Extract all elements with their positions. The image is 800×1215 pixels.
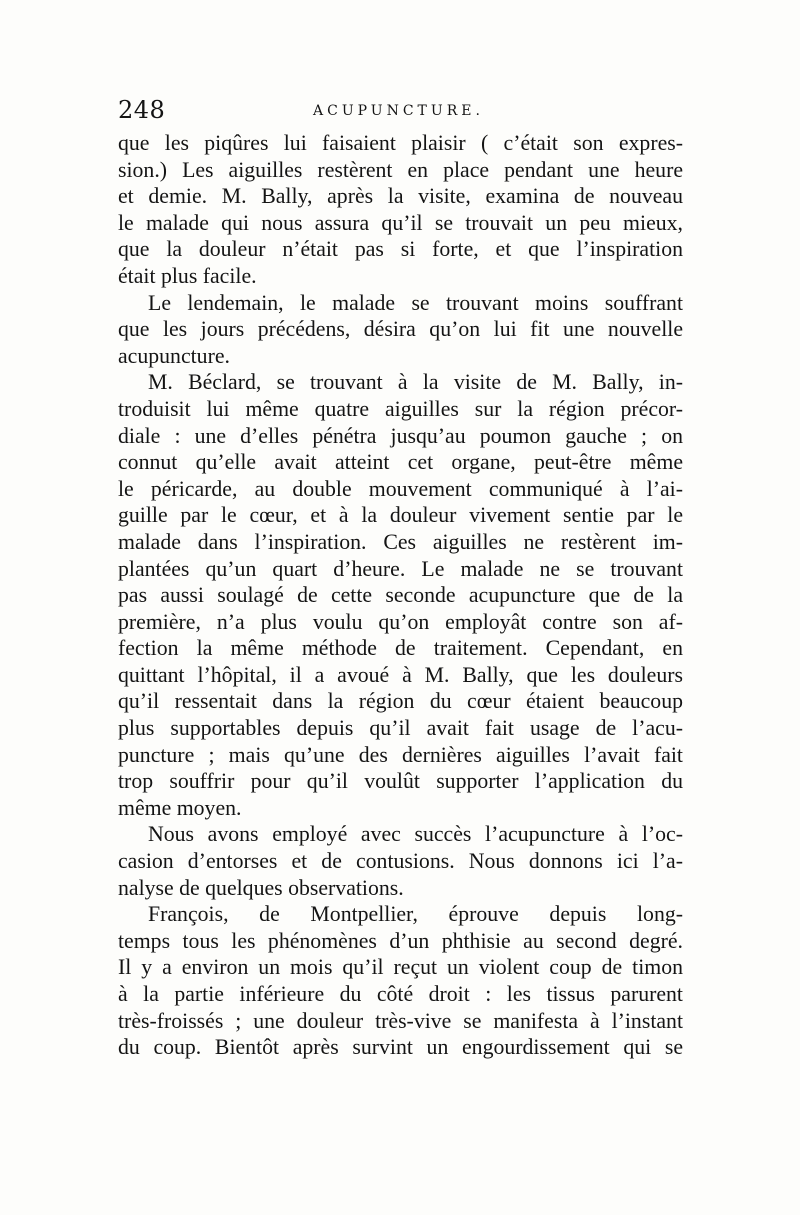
text-line: diale : une d’elles pénétra jusqu’au poumon gauche ; on [118,423,683,448]
text-line: que les jours précédens, désira qu’on lui fit une nouvelle [118,317,683,342]
text-line: nalyse de quelques observations. [118,875,404,900]
text-line: pas aussi soulagé de cette seconde acupuncture que de la [118,583,683,608]
text-line: Il y a environ un mois qu’il reçut un violent coup de timon [118,955,683,980]
text-line: trop souffrir pour qu’il voulût supporter l’application du [118,769,683,794]
page-header [118,96,676,126]
text-line: du coup. Bientôt après survint un engourdissement qui se [118,1035,683,1060]
text-line: qu’il ressentait dans la région du cœur étaient beaucoup [118,689,683,714]
text-line: même moyen. [118,795,242,820]
text-line: que la douleur n’était pas si forte, et que l’inspiration [118,237,683,262]
text-line: troduisit lui même quatre aiguilles sur la région précor- [118,396,683,421]
text-line: temps tous les phénomènes d’un phthisie au second degré. [118,928,683,953]
text-line: connut qu’elle avait atteint cet organe, peut-être même [118,450,683,475]
text-line: que les piqûres lui faisaient plaisir ( c’était son expres- [118,131,683,155]
text-line: quittant l’hôpital, il a avoué à M. Bally, que les douleurs [118,662,683,687]
text-line: puncture ; mais qu’une des dernières aiguilles l’avait fait [118,742,683,767]
body-text [118,130,683,1061]
text-line: François, de Montpellier, éprouve depuis long- [148,902,683,927]
text-line: plantées qu’un quart d’heure. Le malade ne se trouvant [118,556,683,581]
text-line: le péricarde, au double mouvement communiqué à l’ai- [118,476,683,501]
text-line: le malade qui nous assura qu’il se trouvait un peu mieux, [118,210,683,235]
text-line: acupuncture. [118,343,230,368]
text-line: sion.) Les aiguilles restèrent en place pendant une heure [118,157,683,182]
text-line: à la partie inférieure du côté droit : les tissus parurent [118,982,683,1006]
text-line: première, n’a plus voulu qu’on employât contre son af- [118,609,683,634]
text-line: et demie. M. Bally, après la visite, examina de nouveau [118,184,683,209]
text-line: Le lendemain, le malade se trouvant moins souffrant [148,290,683,315]
text-line: Nous avons employé avec succès l’acupuncture à l’oc- [148,822,683,847]
running-title: ACUPUNCTURE. [313,103,484,119]
page-number: 248 [118,96,166,124]
text-line: casion d’entorses et de contusions. Nous donnons ici l’a- [118,849,683,874]
text-line: très-froissés ; une douleur très-vive se manifesta à l’instant [118,1008,683,1033]
text-line: malade dans l’inspiration. Ces aiguilles ne restèrent im- [118,529,683,554]
text-line: était plus facile. [118,263,257,288]
text-line: M. Béclard, se trouvant à la visite de M. Bally, in- [148,370,683,395]
text-line: fection la même méthode de traitement. Cependant, en [118,636,683,661]
text-line: guille par le cœur, et à la douleur vivement sentie par le [118,503,683,528]
text-line: plus supportables depuis qu’il avait fait usage de l’acu- [118,716,683,741]
